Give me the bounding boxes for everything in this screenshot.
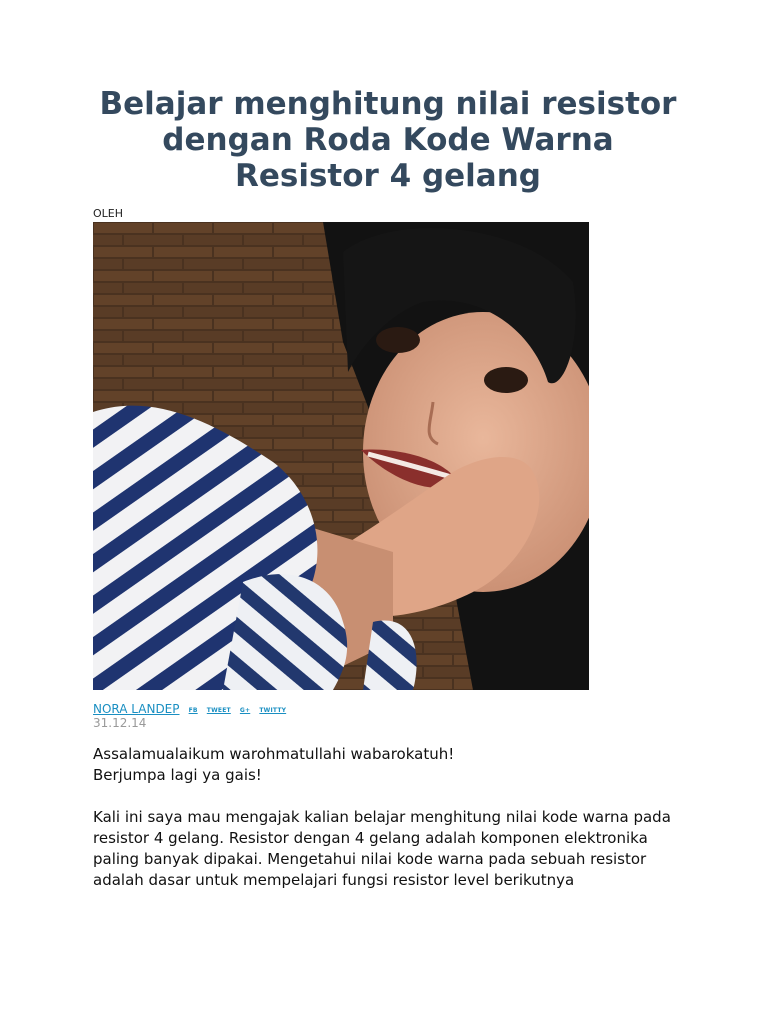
post-date: 31.12.14: [93, 716, 147, 730]
author-link[interactable]: NORA LANDEP: [93, 702, 180, 716]
share-twitty-link[interactable]: TWITTY: [259, 707, 287, 714]
share-tweet-link[interactable]: TWEET: [206, 707, 231, 714]
greeting-line: Berjumpa lagi ya gais!: [93, 766, 262, 784]
share-fb-link[interactable]: FB: [188, 707, 198, 714]
paragraph-gap: [93, 786, 683, 807]
article-title: Belajar menghitung nilai resistor dengan Roda Kode Warna Resistor 4 gelang: [99, 86, 677, 194]
author-photo: [93, 222, 589, 690]
author-row: [93, 698, 286, 717]
article-paragraph: Kali ini saya mau mengajak kalian belajar menghitung nilai kode warna pada resistor 4 gelang. Resistor dengan 4 gelang adalah komponen elektronika paling banyak dipakai. Mengetahui nilai kode warna pada sebuah resistor adalah dasar untuk mempelajari fungsi resistor level berikutnya: [93, 808, 671, 889]
byline-label: OLEH: [93, 207, 124, 220]
share-gplus-link[interactable]: G+: [239, 707, 251, 714]
greeting-line: Assalamualaikum warohmatullahi wabarokatuh!: [93, 745, 455, 763]
article-body: [93, 744, 683, 891]
